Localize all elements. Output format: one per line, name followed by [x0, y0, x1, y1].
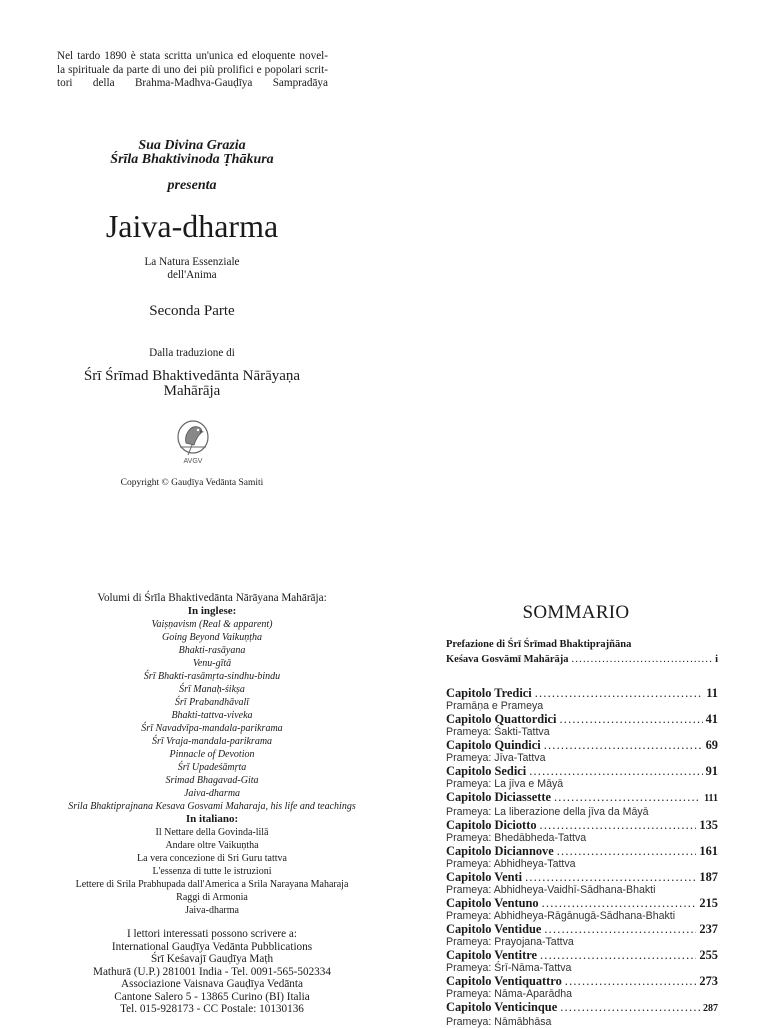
preface-row	[446, 652, 718, 667]
toc-chapter-subtitle: Prameya: Prayojana-Tattva	[446, 937, 718, 949]
toc-page-number: 215	[699, 896, 718, 911]
avgv-logo	[172, 417, 214, 465]
toc-chapter-subtitle: Prameya: La liberazione della jīva da Māyā	[446, 807, 718, 819]
list-item: Śrī Upadeśāmṛta	[40, 761, 384, 774]
copyright: Copyright © Gauḍīya Vedānta Samiti	[0, 478, 384, 488]
preface-page: i	[715, 652, 718, 667]
list-item: L'essenza di tutte le istruzioni	[40, 865, 384, 878]
toc-chapter-subtitle: Prameya: Jīva-Tattva	[446, 753, 718, 765]
contact-line: Mathurā (U.P.) 281001 India - Tel. 0091-565-502334	[40, 966, 384, 979]
logo-text: AVGV	[184, 458, 203, 465]
toc-chapter-label: Capitolo Quattordici	[446, 712, 556, 727]
list-item: Śrī Prabandhāvalī	[40, 696, 384, 709]
toc-title: SOMMARIO	[384, 602, 768, 624]
list-item: Vaiṣṇavism (Real & apparent)	[40, 618, 384, 631]
subtitle-line-2: dell'Anima	[0, 269, 384, 282]
books-heading: Volumi di Śrīla Bhaktivedānta Nārāyana Mahārāja:	[40, 592, 384, 605]
toc-chapter-subtitle: Prameya: Abhidheya-Rāgānugā-Sādhana-Bhakti	[446, 911, 718, 923]
translator-line-2: Mahārāja	[0, 384, 384, 399]
toc-chapter-label: Capitolo Tredici	[446, 686, 532, 701]
contact-info	[40, 928, 384, 1016]
toc-leader-dots	[565, 974, 697, 989]
toc-chapter-subtitle: Prameya: Abhidheya-Tattva	[446, 859, 718, 871]
toc-chapter-label: Capitolo Sedici	[446, 764, 526, 779]
list-item: Lettere di Srila Prabhupada dall'America a Srila Narayana Maharaja	[40, 878, 384, 891]
toc-chapter-subtitle: Prameya: Śakti-Tattva	[446, 727, 718, 739]
list-item: Andare oltre Vaikuṇtha	[40, 839, 384, 852]
list-item: Going Beyond Vaikuṇṭha	[40, 631, 384, 644]
toc-leader-dots	[559, 712, 702, 727]
contact-line: Śrī Keśavajī Gauḍīya Maṭh	[40, 953, 384, 966]
toc-chapter-label: Capitolo Ventidue	[446, 922, 541, 937]
toc-chapter-label: Capitolo Ventiquattro	[446, 974, 562, 989]
intro-line: la spirituale da parte di uno dei più prolifici e popolari scrit-	[57, 64, 328, 78]
toc-entry[interactable]	[446, 896, 718, 911]
toc-entry[interactable]	[446, 974, 718, 989]
list-item: Jaiva-dharma	[40, 787, 384, 800]
toc-chapter-label: Capitolo Venticinque	[446, 1000, 557, 1015]
list-item: Raggi di Armonia	[40, 891, 384, 904]
list-item: Śrī Bhakti-rasāmṛta-sindhu-bindu	[40, 670, 384, 683]
author-line-1: Sua Divina Grazia	[0, 138, 384, 153]
toc-leader-dots	[540, 948, 696, 963]
toc-chapter-label: Capitolo Quindici	[446, 738, 541, 753]
toc-page-number: 187	[699, 870, 718, 885]
italian-heading: In italiano:	[40, 813, 384, 826]
contact-line: Associazione Vaisnava Gauḍīya Vedānta	[40, 978, 384, 991]
toc-leader-dots	[554, 790, 701, 805]
english-heading: In inglese:	[40, 605, 384, 618]
preface-line-1: Prefazione di Śrī Śrīmad Bhaktiprajñāna	[446, 637, 718, 652]
toc-leader-dots	[529, 764, 702, 779]
toc-chapter-subtitle: Prameya: La jīva e Māyā	[446, 779, 718, 791]
presenta-text: presenta	[0, 178, 384, 194]
toc-page-number: 161	[699, 844, 718, 859]
toc-chapter-subtitle: Prameya: Nāma-Aparādha	[446, 989, 718, 1001]
list-item: Srimad Bhagavad-Gita	[40, 774, 384, 787]
toc-chapter-label: Capitolo Diciotto	[446, 818, 537, 833]
toc-page-number: 287	[703, 1002, 718, 1017]
toc-leader-dots	[572, 652, 713, 667]
toc-leader-dots	[557, 844, 697, 859]
preface-line-2: Keśava Gosvāmī Mahārāja	[446, 652, 569, 667]
toc-entry[interactable]	[446, 818, 718, 833]
toc-entry[interactable]	[446, 844, 718, 859]
toc-leader-dots	[525, 870, 696, 885]
toc-leader-dots	[540, 818, 697, 833]
toc-chapter-label: Capitolo Venti	[446, 870, 522, 885]
subtitle-line-1: La Natura Essenziale	[0, 256, 384, 269]
toc-chapter-subtitle: Prameya: Abhidheya-Vaidhī-Sādhana-Bhakti	[446, 885, 718, 897]
part-label: Seconda Parte	[0, 303, 384, 320]
toc-leader-dots	[544, 922, 696, 937]
toc-preface[interactable]	[446, 637, 718, 667]
books-list	[40, 592, 384, 917]
toc-leader-dots	[535, 686, 704, 701]
contact-line: International Gauḍīya Vedānta Pubblications	[40, 941, 384, 954]
toc-entry[interactable]	[446, 1000, 718, 1017]
toc-chapter-label: Capitolo Diciannove	[446, 844, 554, 859]
book-title: Jaiva-dharma	[0, 208, 384, 245]
translator-name	[0, 369, 384, 399]
toc-leader-dots	[544, 738, 703, 753]
toc-page-number: 237	[699, 922, 718, 937]
toc-entry[interactable]	[446, 738, 718, 753]
list-item: Śrī Navadvīpa-mandala-parikrama	[40, 722, 384, 735]
intro-line: Nel tardo 1890 è stata scritta un'unica ed eloquente novel-	[57, 50, 328, 64]
list-item: Śrī Manaḥ-śikṣa	[40, 683, 384, 696]
intro-line: tori della Brahma-Madhva-Gauḍīya Sampradāya	[57, 77, 328, 91]
toc-chapter-subtitle: Prameya: Nāmābhāsa	[446, 1017, 718, 1028]
toc-chapter-subtitle: Prameya: Bhedābheda-Tattva	[446, 833, 718, 845]
toc-chapter-subtitle: Prameya: Śrī-Nāma-Tattva	[446, 963, 718, 975]
toc-entry[interactable]	[446, 922, 718, 937]
toc-entry[interactable]	[446, 712, 718, 727]
toc-page-number: 111	[704, 792, 718, 807]
author-line-2: Śrīla Bhaktivinoda Ṭhākura	[0, 152, 384, 167]
list-item: Jaiva-dharma	[40, 904, 384, 917]
toc-chapter-label: Capitolo Ventitre	[446, 948, 537, 963]
list-item: Venu-gītā	[40, 657, 384, 670]
book-subtitle	[0, 256, 384, 282]
toc-entry[interactable]	[446, 790, 718, 807]
intro-paragraph	[57, 50, 328, 91]
toc-page-number: 41	[706, 712, 718, 727]
contact-line: Tel. 015-928173 - CC Postale: 10130136	[40, 1003, 384, 1016]
toc-leader-dots	[542, 896, 697, 911]
list-item: Bhakti-tattva-viveka	[40, 709, 384, 722]
toc-page-number: 255	[699, 948, 718, 963]
toc-leader-dots	[560, 1000, 700, 1015]
toc-page-number: 91	[706, 764, 718, 779]
toc-entry[interactable]	[446, 948, 718, 963]
toc-entry[interactable]	[446, 686, 718, 701]
list-item: Pinnacle of Devotion	[40, 748, 384, 761]
list-item: Srila Bhaktiprajnana Kesava Gosvami Maharaja, his life and teachings	[40, 800, 384, 813]
list-item: Śrī Vraja-mandala-parikrama	[40, 735, 384, 748]
contact-line: Cantone Salero 5 - 13865 Curino (BI) Italia	[40, 991, 384, 1004]
toc-entry[interactable]	[446, 764, 718, 779]
toc-page-number: 11	[706, 686, 718, 701]
toc-chapter-subtitle: Pramāṇa e Prameya	[446, 701, 718, 713]
toc-page-number: 135	[699, 818, 718, 833]
list-item: La vera concezione di Sri Guru tattva	[40, 852, 384, 865]
toc-entry[interactable]	[446, 870, 718, 885]
list-item: Bhakti-rasāyana	[40, 644, 384, 657]
translation-intro: Dalla traduzione di	[0, 347, 384, 359]
toc-page-number: 273	[699, 974, 718, 989]
list-item: Il Nettare della Govinda-lilā	[40, 826, 384, 839]
toc-list	[446, 686, 718, 1028]
parrot-logo-icon	[172, 417, 214, 465]
translator-line-1: Śrī Śrīmad Bhaktivedānta Nārāyaṇa	[0, 369, 384, 384]
contact-line: I lettori interessati possono scrivere a:	[40, 928, 384, 941]
toc-chapter-label: Capitolo Ventuno	[446, 896, 539, 911]
toc-page-number: 69	[706, 738, 718, 753]
toc-chapter-label: Capitolo Diciassette	[446, 790, 551, 805]
